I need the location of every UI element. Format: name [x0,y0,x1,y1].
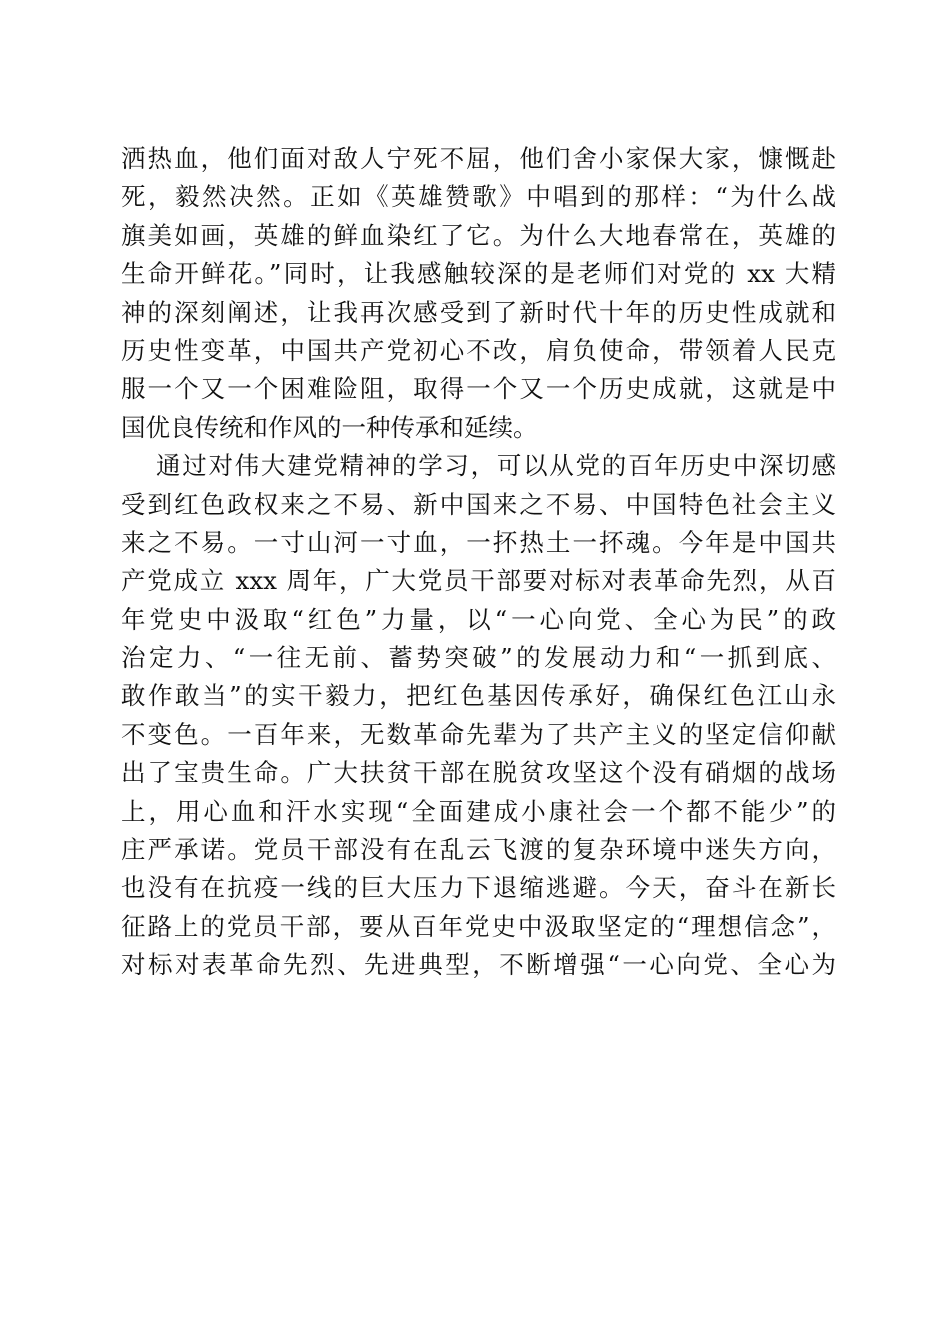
text-line: 国优良传统和作风的一种传承和延续。 [121,412,538,442]
text-line: 出了宝贵生命。广大扶贫干部在脱贫攻坚这个没有硝烟的战场 [121,758,836,788]
body-text [121,140,836,985]
text-line: 治定力、“一往无前、蓄势突破”的发展动力和“一抓到底、 [121,643,836,673]
text-line: 死，毅然决然。正如《英雄赞歌》中唱到的那样：“为什么战 [121,182,836,212]
text-line: 神的深刻阐述，让我再次感受到了新时代十年的历史性成就和 [121,297,836,327]
text-line: 产党成立 xxx 周年，广大党员干部要对标对表革命先烈，从百 [121,566,836,596]
text-line: 历史性变革，中国共产党初心不改，肩负使命，带领着人民克 [121,335,836,365]
text-line: 敢作敢当”的实干毅力，把红色基因传承好，确保红色江山永 [121,681,836,711]
text-line: 征路上的党员干部，要从百年党史中汲取坚定的“理想信念”， [121,911,836,941]
text-line: 旗美如画，英雄的鲜血染红了它。为什么大地春常在，英雄的 [121,220,836,250]
text-line: 不变色。一百年来，无数革命先辈为了共产主义的坚定信仰献 [121,719,836,749]
text-line: 对标对表革命先烈、先进典型，不断增强“一心向党、全心为 [121,950,836,980]
text-line: 来之不易。一寸山河一寸血，一抔热土一抔魂。今年是中国共 [121,527,836,557]
text-line: 通过对伟大建党精神的学习，可以从党的百年历史中深切感 [156,451,836,481]
paragraph-1 [121,140,836,447]
text-line: 年党史中汲取“红色”力量，以“一心向党、全心为民”的政 [121,604,836,634]
text-line: 生命开鲜花。”同时，让我感触较深的是老师们对党的 xx 大精 [121,259,836,289]
text-line: 也没有在抗疫一线的巨大压力下退缩逃避。今天，奋斗在新长 [121,873,836,903]
paragraph-2 [121,447,836,984]
text-line: 上，用心血和汗水实现“全面建成小康社会一个都不能少”的 [121,796,836,826]
text-line: 受到红色政权来之不易、新中国来之不易、中国特色社会主义 [121,489,836,519]
text-line: 洒热血，他们面对敌人宁死不屈，他们舍小家保大家，慷慨赴 [121,144,836,173]
text-line: 服一个又一个困难险阻，取得一个又一个历史成就，这就是中 [121,374,836,404]
text-line: 庄严承诺。党员干部没有在乱云飞渡的复杂环境中迷失方向， [121,835,836,865]
